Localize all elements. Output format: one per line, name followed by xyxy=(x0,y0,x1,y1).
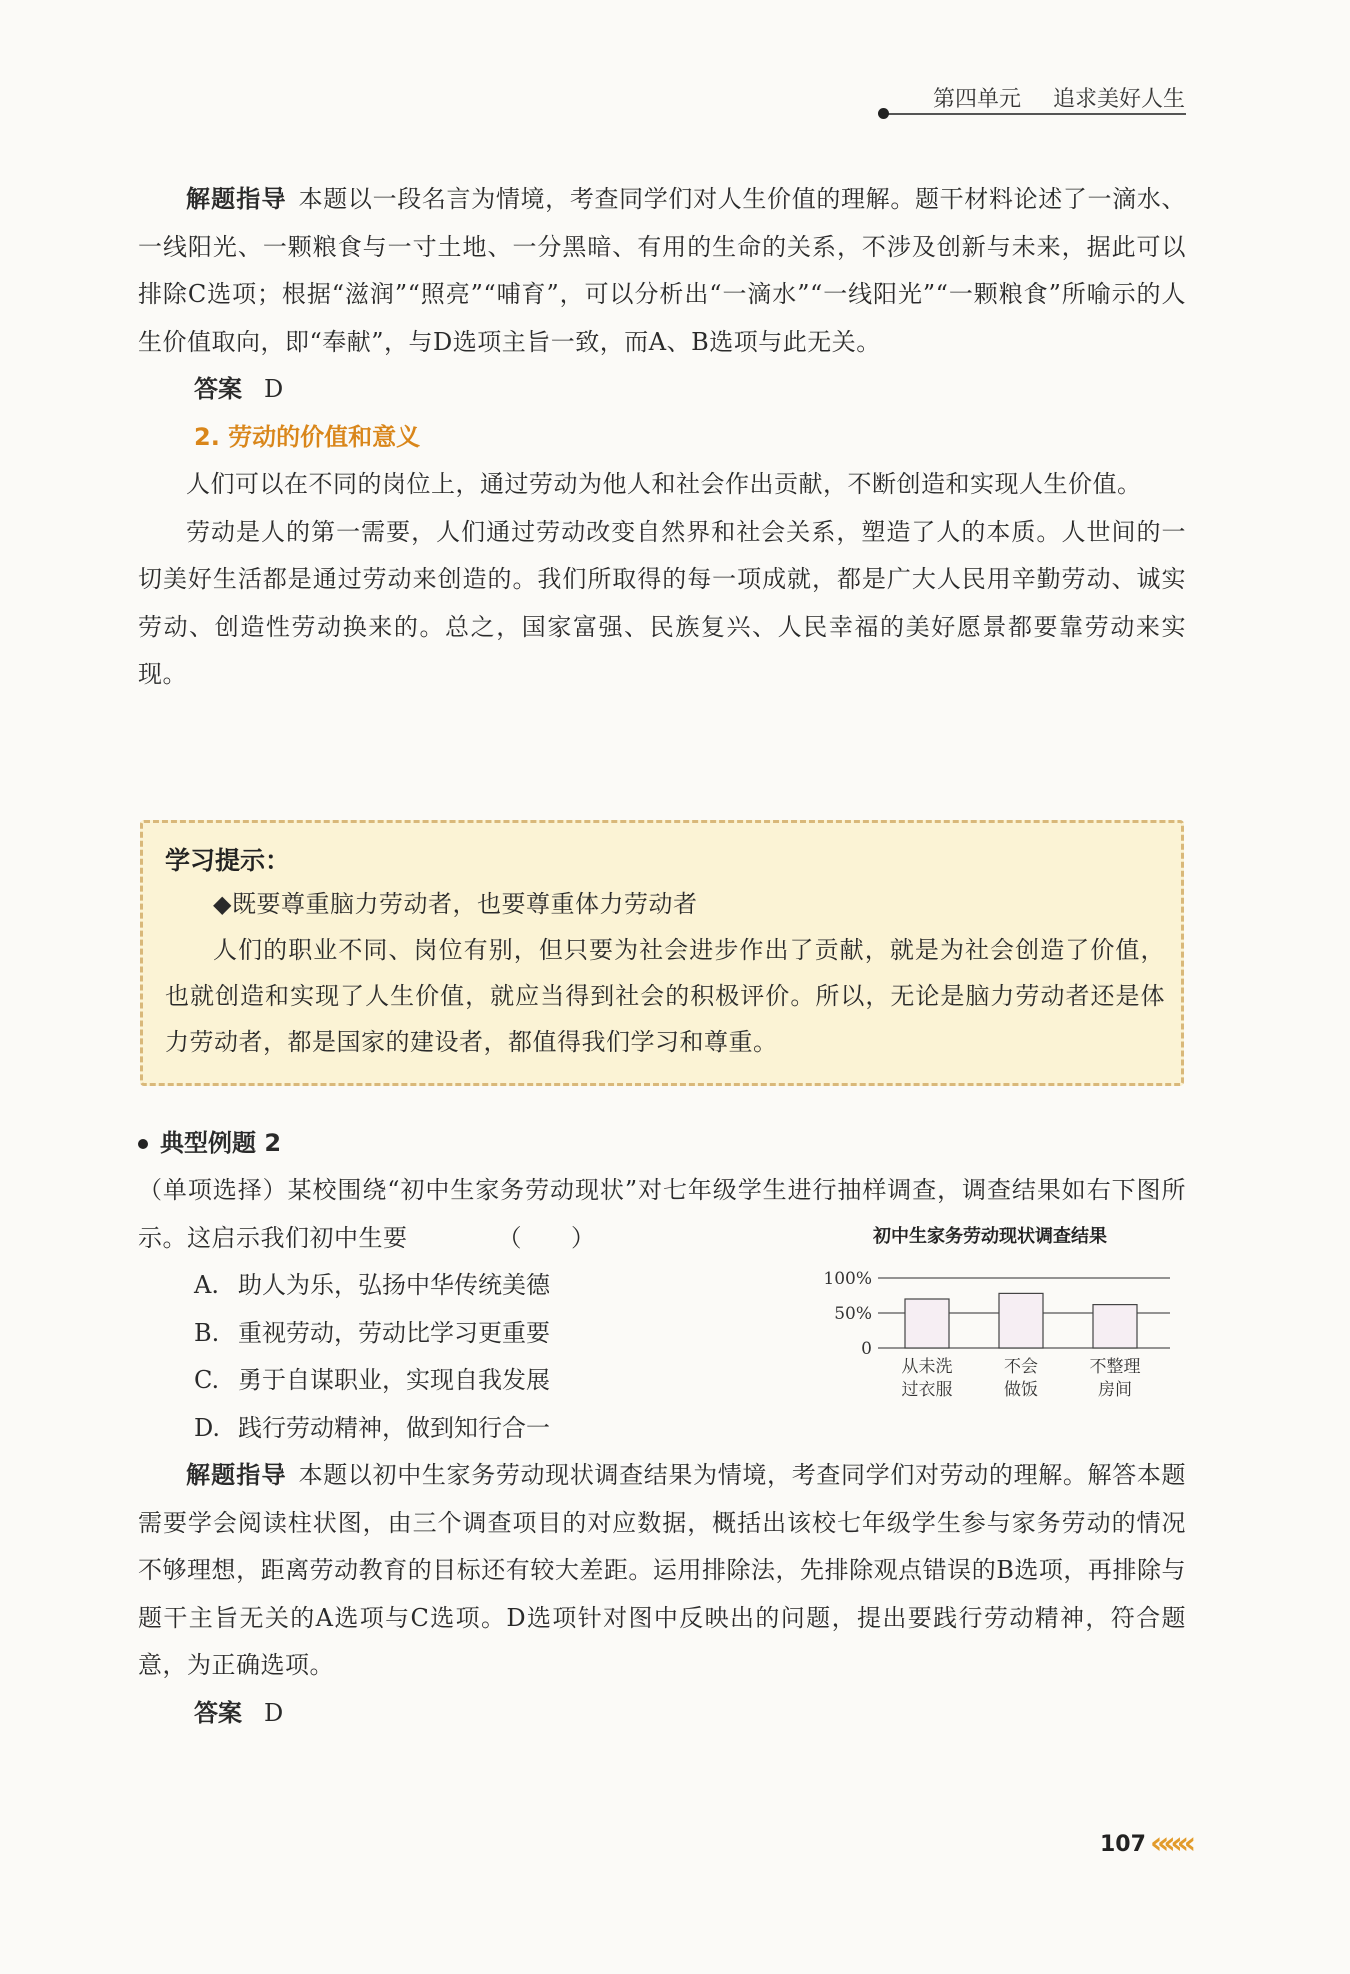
example2-stem-text: （单项选择）某校围绕“初中生家务劳动现状”对七年级学生进行抽样调查，调查结果如右下图所示。这启示我们初中生要 xyxy=(138,1176,1186,1252)
guide2-paragraph xyxy=(138,1452,1186,1690)
guide2-text: 本题以初中生家务劳动现状调查结果为情境，考查同学们对劳动的理解。解答本题需要学会阅读柱状图，由三个调查项目的对应数据，概括出该校七年级学生参与家务劳动的情况不够理想，距离劳动教育的目标还有较大差距。运用排除法，先排除观点错误的B选项，再排除与题干主旨无关的A选项与C选项。D选项针对图中反映出的问题，提出要践行劳动精神，符合题意，为正确选项。 xyxy=(138,1461,1187,1679)
answer1-label: 答案 xyxy=(194,375,242,403)
option-a-text: 助人为乐，弘扬中华传统美德 xyxy=(238,1271,550,1299)
chart-category-label: 不会 xyxy=(1004,1357,1038,1377)
chart-category-label: 不整理 xyxy=(1089,1357,1141,1377)
content-top xyxy=(138,176,1186,699)
chart-plot xyxy=(800,1252,1180,1422)
header-title: 追求美好人生 xyxy=(1052,87,1185,112)
answer2-value: D xyxy=(264,1698,284,1727)
study-tip-box xyxy=(140,820,1184,1086)
chart-ytick-label: 100% xyxy=(823,1269,872,1289)
chart-bar xyxy=(905,1299,949,1348)
option-d-key: D. xyxy=(194,1413,221,1442)
header-dot-icon xyxy=(878,108,889,119)
answer1 xyxy=(138,366,1186,414)
tip-heading: ◆既要尊重脑力劳动者，也要尊重体力劳动者 xyxy=(213,890,698,918)
chart-bar xyxy=(1093,1305,1137,1348)
guide2-label: 解题指导 xyxy=(186,1461,287,1489)
option-c-key: C. xyxy=(194,1366,220,1394)
guide1-text: 本题以一段名言为情境，考查同学们对人生价值的理解。题干材料论述了一滴水、一线阳光、一颗粮食与一寸土地、一分黑暗、有用的生命的关系，不涉及创新与未来，据此可以排除C选项；根据“滋润”“照亮”“哺育”，可以分析出“一滴水”“一线阳光”“一颗粮食”所喻示的人生价值取向，即“奉献”，与D选项主旨一致，而A、B选项与此无关。 xyxy=(138,185,1187,356)
page-number: 107 xyxy=(1100,1832,1146,1857)
example2-blank: （ ） xyxy=(497,1223,596,1252)
option-d-text: 践行劳动精神，做到知行合一 xyxy=(238,1413,550,1442)
header-unit: 第四单元 xyxy=(932,87,1021,112)
answer2 xyxy=(138,1690,1186,1738)
guide1-paragraph xyxy=(138,176,1186,366)
content-bottom xyxy=(138,1452,1186,1737)
tip-title: 学习提示： xyxy=(165,846,291,875)
chart-category-label: 过衣服 xyxy=(901,1380,953,1400)
section2-title: 2. 劳动的价值和意义 xyxy=(194,422,421,451)
option-b-key: B. xyxy=(194,1318,220,1347)
running-header xyxy=(880,82,1185,114)
bullet-icon xyxy=(138,1139,148,1149)
chart-category-label: 从未洗 xyxy=(901,1357,953,1377)
section2-paragraph-2: 劳动是人的第一需要，人们通过劳动改变自然界和社会关系，塑造了人的本质。人世间的一切美好生活都是通过劳动来创造的。我们所取得的每一项成就，都是广大人民用辛勤劳动、诚实劳动、创造性劳动换来的。总之，国家富强、民族复兴、人民幸福的美好愿景都要靠劳动来实现。 xyxy=(138,517,1186,688)
survey-chart xyxy=(800,1222,1180,1422)
example2-title-text: 典型例题 2 xyxy=(160,1129,282,1157)
page-arrows-icon: ««« xyxy=(1150,1826,1191,1861)
option-a-key: A. xyxy=(194,1271,219,1299)
option-b-text: 重视劳动，劳动比学习更重要 xyxy=(238,1318,550,1347)
chart-title: 初中生家务劳动现状调查结果 xyxy=(873,1226,1107,1247)
answer2-label: 答案 xyxy=(194,1698,242,1727)
chart-category-label: 房间 xyxy=(1098,1380,1132,1400)
example2-title xyxy=(138,1120,1186,1167)
chart-ytick-label: 50% xyxy=(834,1304,872,1324)
guide1-label: 解题指导 xyxy=(186,185,287,213)
section2-paragraph-1: 人们可以在不同的岗位上，通过劳动为他人和社会作出贡献，不断创造和实现人生价值。 xyxy=(186,470,1142,498)
chart-bar xyxy=(999,1293,1043,1348)
option-c-text: 勇于自谋职业，实现自我发展 xyxy=(238,1366,550,1394)
chart-category-label: 做饭 xyxy=(1004,1380,1038,1400)
answer1-value: D xyxy=(264,375,284,403)
header-rule xyxy=(884,113,1186,115)
tip-text: 人们的职业不同、岗位有别，但只要为社会进步作出了贡献，就是为社会创造了价值，也就创造和实现了人生价值，就应当得到社会的积极评价。所以，无论是脑力劳动者还是体力劳动者，都是国家的建设者，都值得我们学习和尊重。 xyxy=(165,936,1165,1056)
chart-ytick-label: 0 xyxy=(861,1339,872,1359)
